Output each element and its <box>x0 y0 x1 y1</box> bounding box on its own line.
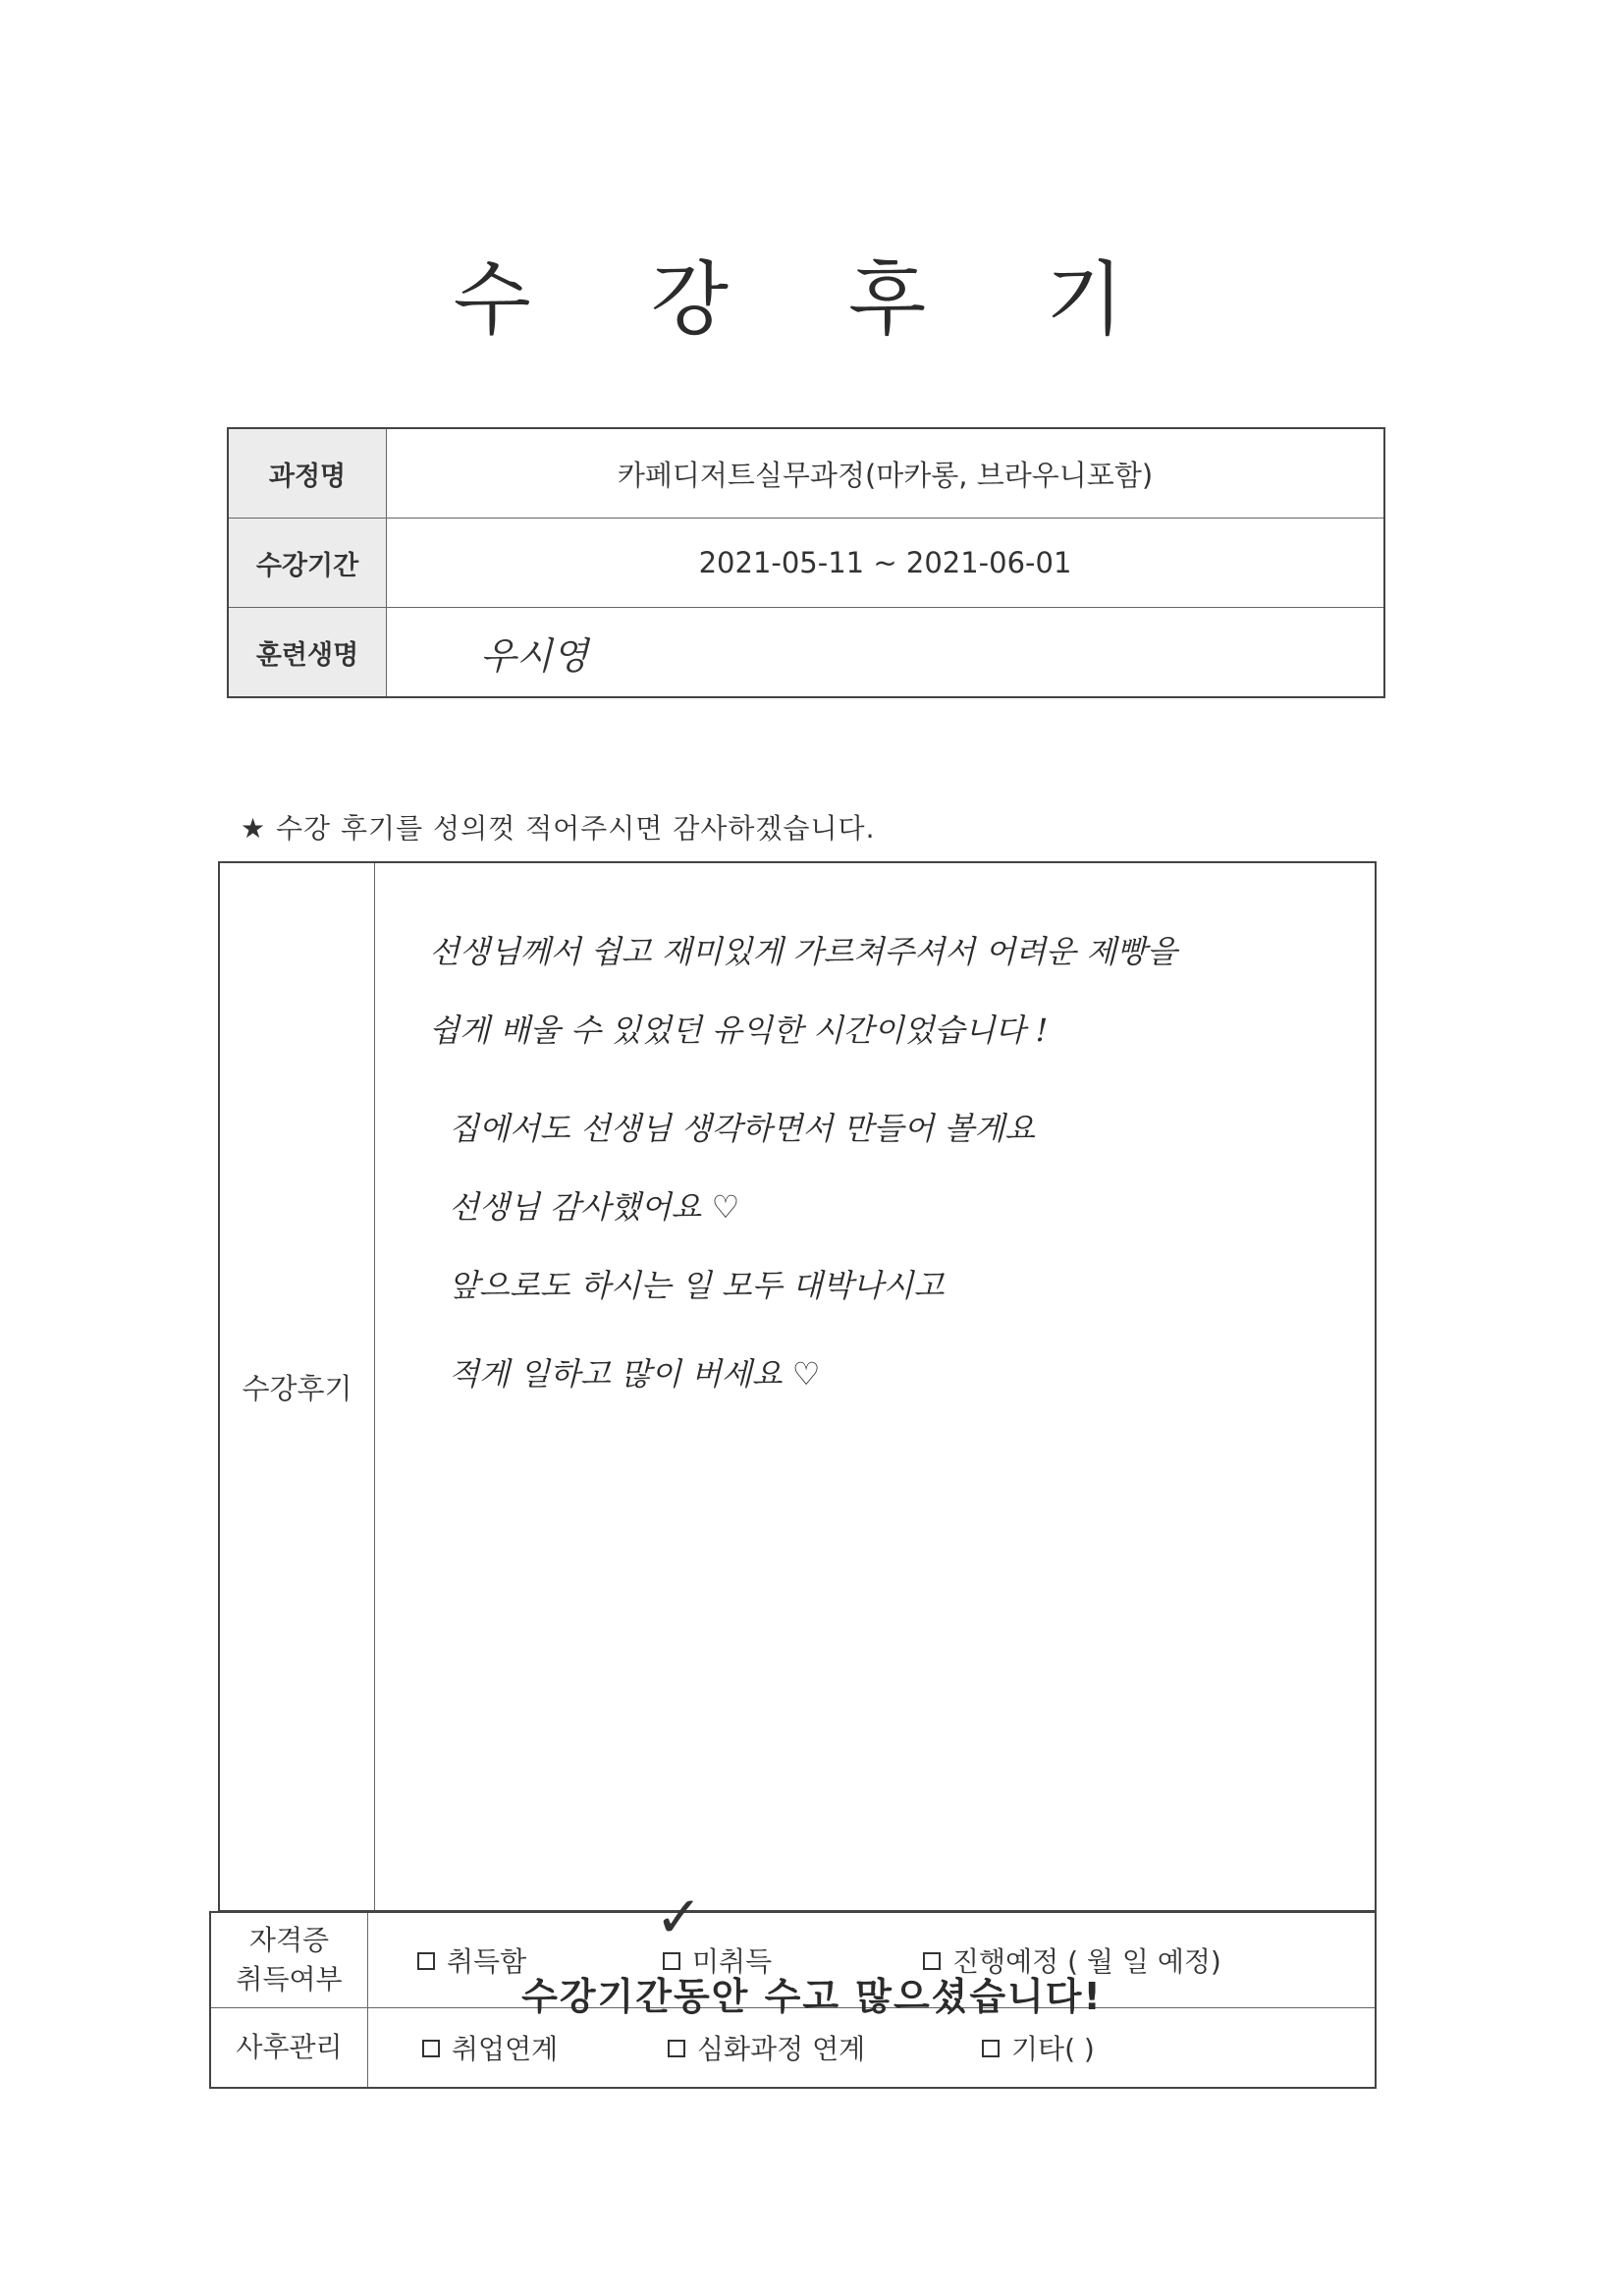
period-value: 2021-05-11 ~ 2021-06-01 <box>698 546 1072 579</box>
checkmark-icon: ✓ <box>655 1884 703 1950</box>
certificate-label-line1: 자격증 <box>248 1924 330 1956</box>
review-line: 선생님 감사했어요 ♡ <box>449 1188 740 1226</box>
option-job-link[interactable] <box>422 2028 558 2067</box>
review-line: 집에서도 선생님 생각하면서 만들어 볼게요 <box>449 1110 1036 1147</box>
option-not-acquired-label: 미취득 <box>692 1945 773 1978</box>
review-body <box>375 863 1375 1910</box>
certificate-label-line2: 취득여부 <box>236 1963 343 1995</box>
instruction-note: ★ 수강 후기를 성의껏 적어주시면 감사하겠습니다. <box>241 812 876 845</box>
option-other[interactable] <box>982 2028 1095 2067</box>
option-advanced-course[interactable] <box>668 2028 865 2067</box>
course-info-table <box>227 427 1385 698</box>
review-line: 쉽게 배울 수 있었던 유익한 시간이었습니다 ! <box>429 1011 1049 1049</box>
period-row <box>229 519 1383 608</box>
trainee-row <box>229 608 1383 696</box>
aftercare-row <box>211 2008 1375 2087</box>
option-other-label: 기타( ) <box>1011 2033 1095 2065</box>
period-label: 수강기간 <box>229 519 387 607</box>
course-label: 과정명 <box>229 429 387 518</box>
checkbox-icon[interactable] <box>422 2040 440 2057</box>
checkbox-icon[interactable] <box>982 2040 1000 2057</box>
review-line: 선생님께서 쉽고 재미있게 가르쳐주셔서 어려운 제빵을 <box>429 933 1177 970</box>
review-label: 수강후기 <box>220 863 375 1910</box>
trainee-label: 훈련생명 <box>229 608 387 696</box>
review-table <box>218 861 1377 1912</box>
course-value: 카페디저트실무과정(마카롱, 브라우니포함) <box>617 458 1154 492</box>
closing-message: 수강기간동안 수고 많으셨습니다! <box>521 1975 1103 2018</box>
course-row <box>229 429 1383 519</box>
checkbox-icon[interactable] <box>668 2040 685 2057</box>
review-line: 앞으로도 하시는 일 모두 대박나시고 <box>449 1267 945 1304</box>
review-line: 적게 일하고 많이 버세요 ♡ <box>449 1355 821 1393</box>
option-advanced-course-label: 심화과정 연계 <box>697 2033 866 2065</box>
option-job-link-label: 취업연계 <box>452 2033 559 2065</box>
trainee-name: 우시영 <box>480 633 589 678</box>
option-planned-label: 진행예정 ( 월 일 예정) <box>952 1945 1221 1978</box>
option-acquired-label: 취득함 <box>447 1945 527 1978</box>
aftercare-options <box>368 2008 1375 2087</box>
page-title: 수 강 후 기 <box>453 253 1171 347</box>
aftercare-label: 사후관리 <box>211 2008 368 2087</box>
